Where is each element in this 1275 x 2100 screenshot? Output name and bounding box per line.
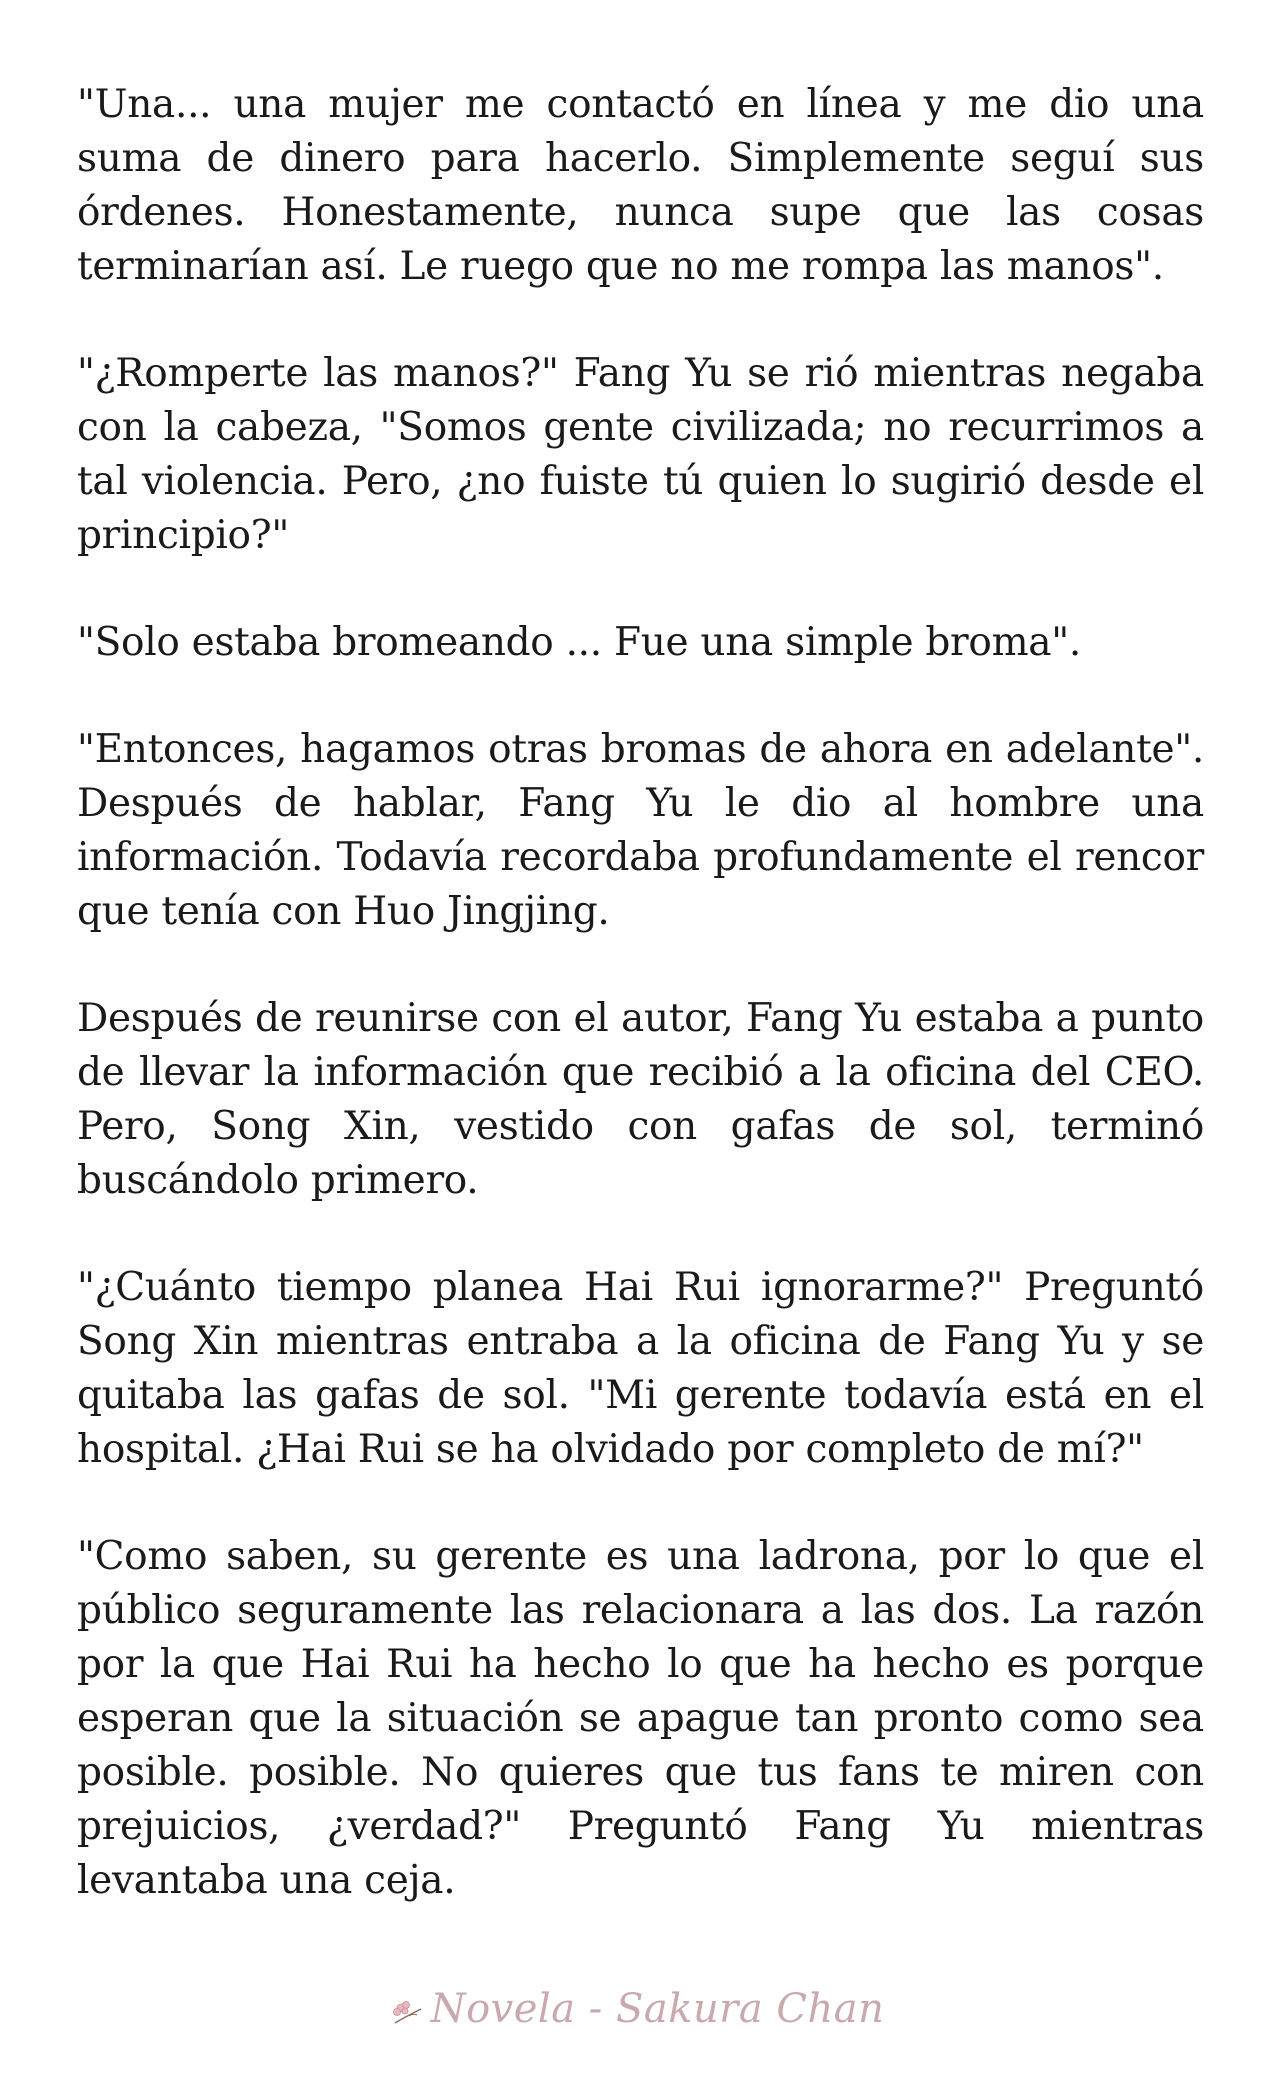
paragraph-6: "¿Cuánto tiempo planea Hai Rui ignorarme?" Preguntó Song Xin mientras entraba a la oficina de Fang Yu y se quitaba las gafas de sol. "Mi gerente todavía está en el hospital. ¿Hai Rui se ha olvidado por completo de mí?" — [77, 1265, 1204, 1472]
paragraph-7: "Como saben, su gerente es una ladrona, por lo que el público seguramente las relacionara a las dos. La razón por la que Hai Rui ha hecho lo que ha hecho es porque esperan que la situación se apague tan pronto como sea posible. posible. No quieres que tus fans te miren con prejuicios, ¿verdad?" Preguntó Fang Yu mientras levantaba una ceja. — [77, 1534, 1204, 1903]
paragraph-1: "Una... una mujer me contactó en línea y me dio una suma de dinero para hacerlo. Simplemente seguí sus órdenes. Honestamente, nunca supe que las cosas terminarían así. Le ruego que no me rompa las manos". — [77, 82, 1204, 289]
sakura-flower-icon — [391, 1993, 425, 2023]
paragraph-5: Después de reunirse con el autor, Fang Yu estaba a punto de llevar la información que recibió a la oficina del CEO. Pero, Song Xin, vestido con gafas de sol, terminó buscándolo primero. — [77, 996, 1204, 1203]
paragraph-3: "Solo estaba bromeando ... Fue una simple broma". — [77, 620, 1081, 665]
watermark — [0, 1986, 1275, 2032]
paragraph-4: "Entonces, hagamos otras bromas de ahora en adelante". Después de hablar, Fang Yu le dio al hombre una información. Todavía recordaba profundamente el rencor que tenía con Huo Jingjing. — [77, 727, 1204, 934]
watermark-text: Novela - Sakura Chan — [430, 1986, 885, 2032]
paragraph-2: "¿Romperte las manos?" Fang Yu se rió mientras negaba con la cabeza, "Somos gente civilizada; no recurrimos a tal violencia. Pero, ¿no fuiste tú quien lo sugirió desde el principio?" — [77, 351, 1204, 558]
chapter-text — [77, 78, 1204, 1961]
